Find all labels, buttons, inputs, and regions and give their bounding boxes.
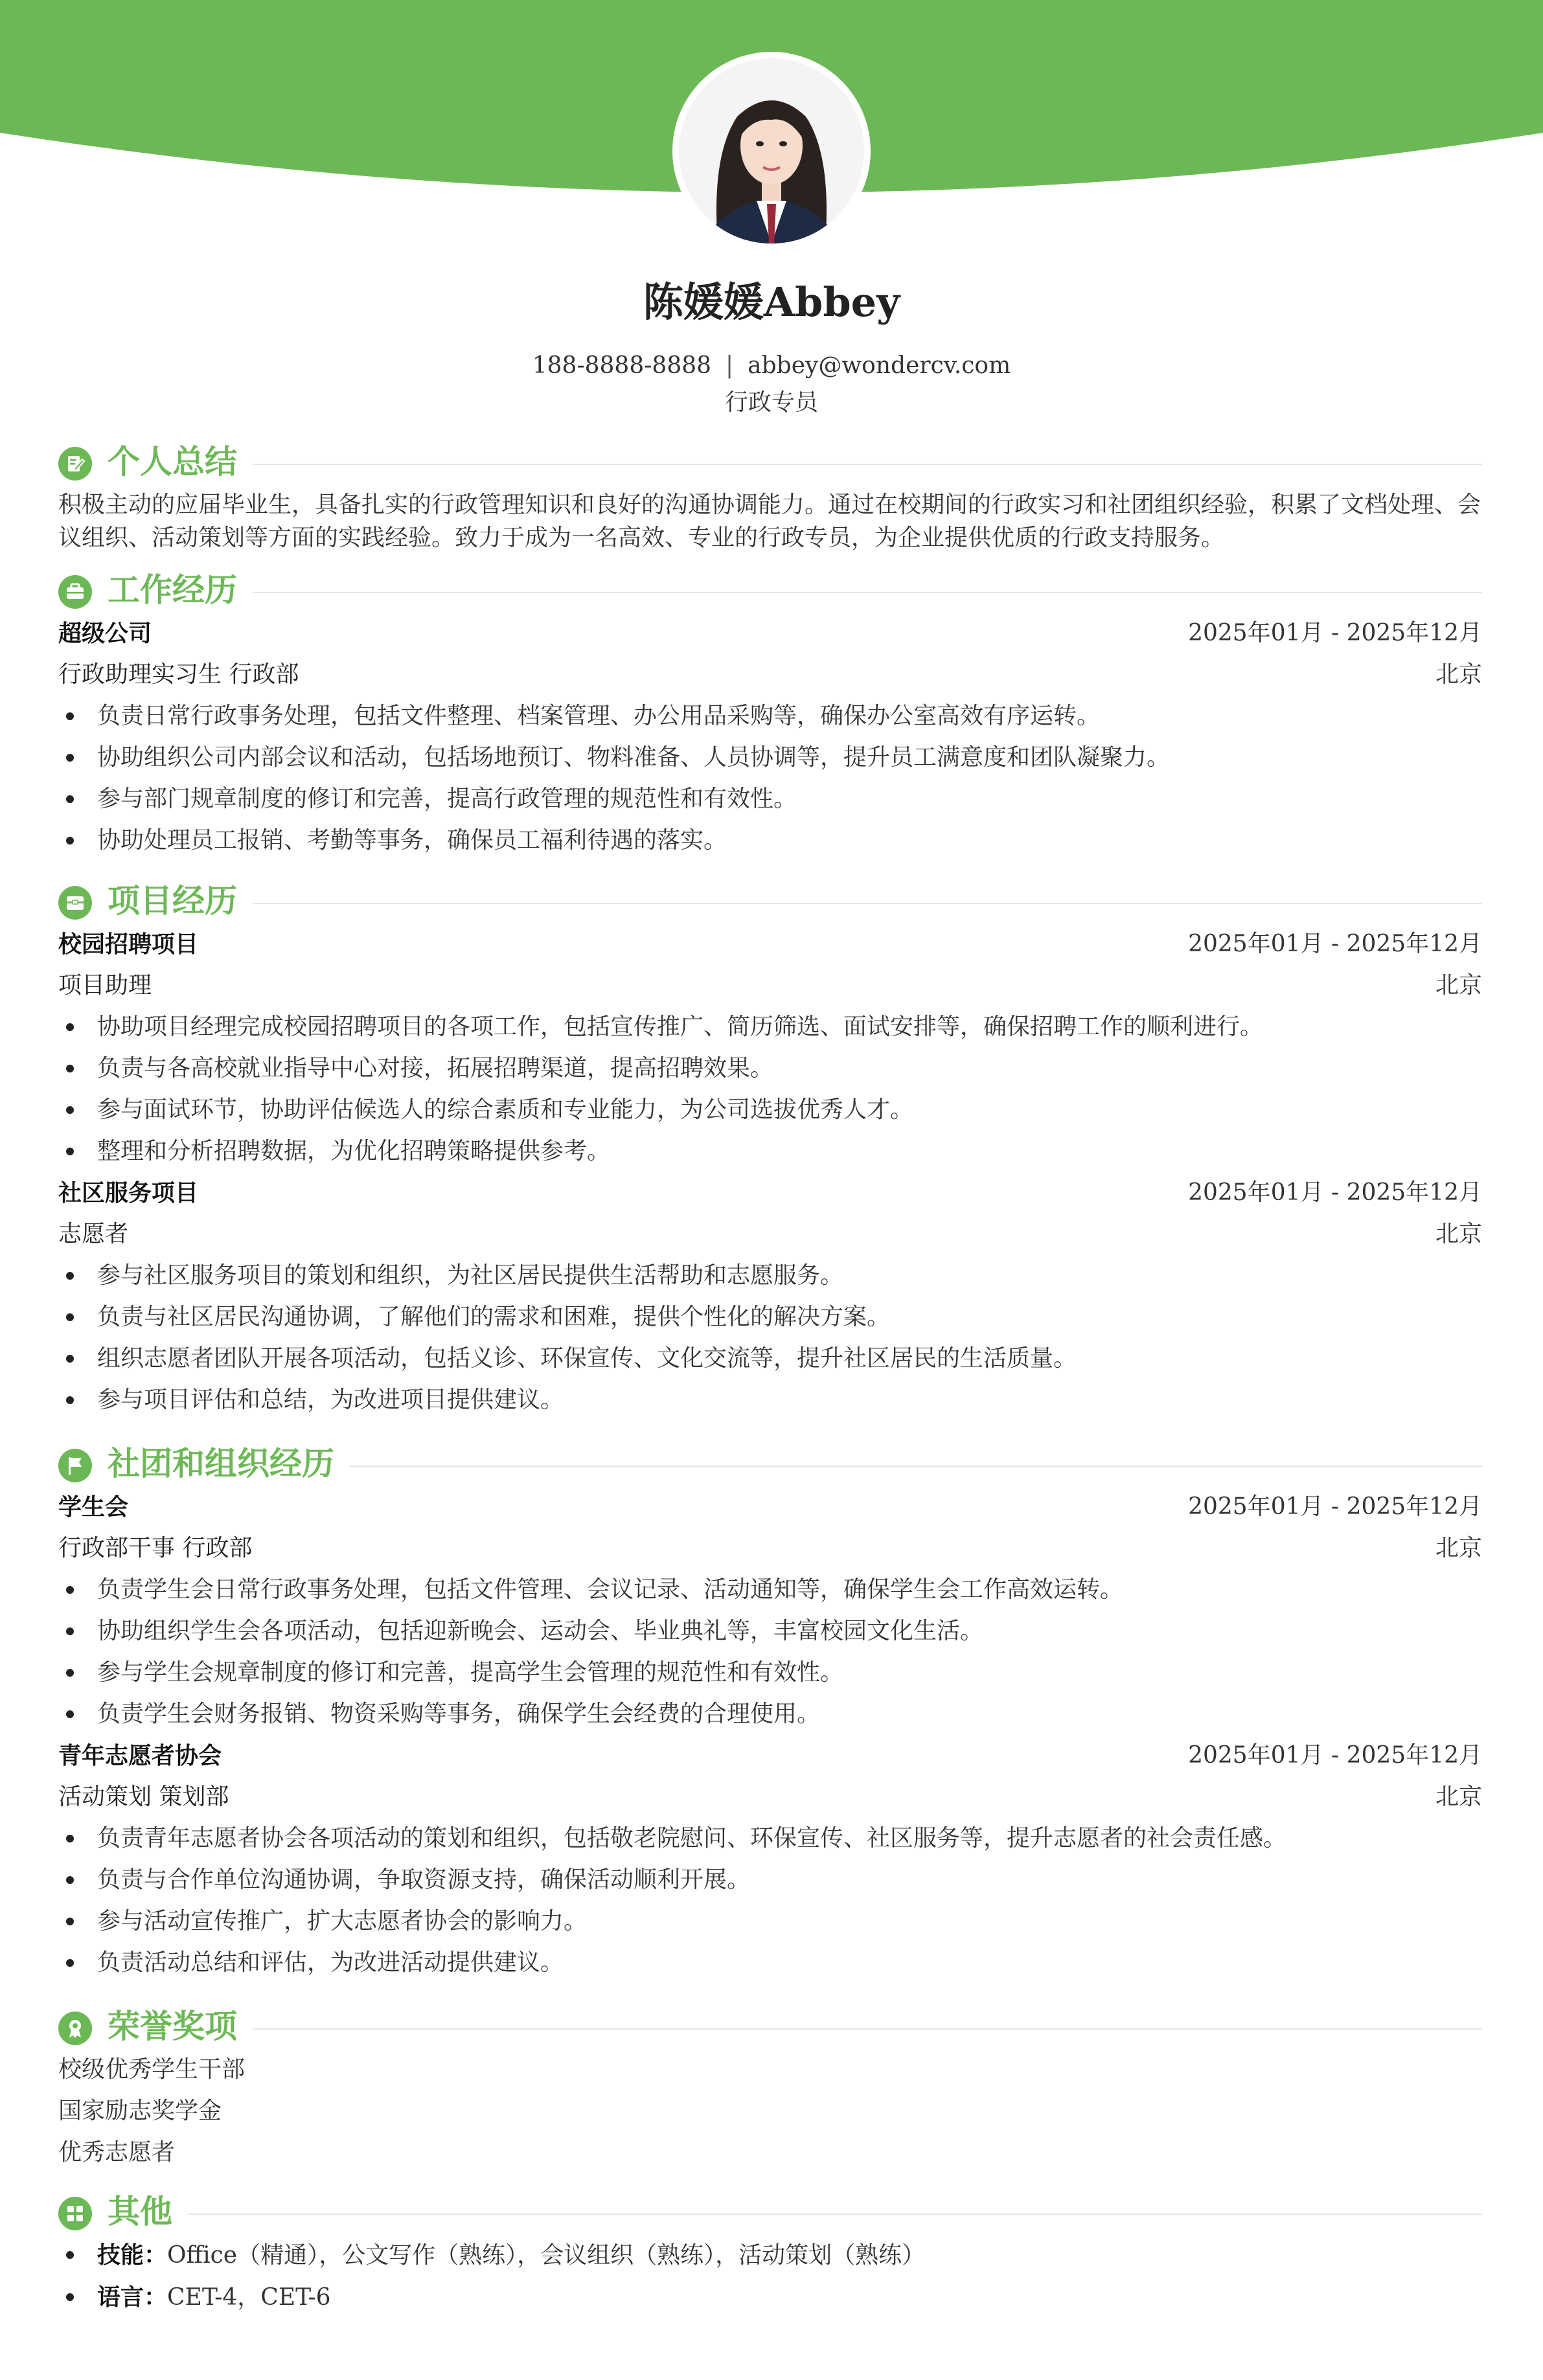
section-header (58, 567, 1482, 613)
entry-date: 2025年01月 - 2025年12月 (1188, 620, 1482, 646)
honor-item: 校级优秀学生干部 (58, 2056, 246, 2083)
project-entry (58, 1172, 1482, 1421)
entry-location: 北京 (1435, 1221, 1482, 1247)
candidate-name: 陈媛媛Abbey (643, 278, 900, 326)
bullet-item: 协助处理员工报销、考勤等事务，确保员工福利待遇的落实。 (58, 820, 1482, 861)
entry-date: 2025年01月 - 2025年12月 (1188, 1493, 1482, 1520)
bullet-item: 负责与社区居民沟通协调，了解他们的需求和困难，提供个性化的解决方案。 (58, 1297, 1482, 1338)
pencil-note-icon (58, 447, 92, 481)
entry-location: 北京 (1435, 972, 1482, 999)
club-entry (58, 1735, 1482, 1984)
entry-bullets (58, 1006, 1482, 1172)
section-title: 项目经历 (108, 878, 253, 924)
skills-label: 技能： (97, 2241, 168, 2269)
project-icon (58, 886, 92, 920)
entry-location: 北京 (1435, 1535, 1482, 1561)
entry-bullets (58, 696, 1482, 861)
club-entry (58, 1486, 1482, 1735)
bullet-item: 负责日常行政事务处理，包括文件整理、档案管理、办公用品采购等，确保办公室高效有序运转。 (58, 696, 1482, 737)
flag-icon (58, 1449, 92, 1482)
entry-role: 志愿者 (58, 1221, 129, 1247)
entry-subheader (58, 654, 1482, 696)
section-title: 社团和组织经历 (108, 1441, 350, 1486)
section-header (58, 2189, 1482, 2234)
entry-date: 2025年01月 - 2025年12月 (1188, 1742, 1482, 1769)
bullet-item: 负责与合作单位沟通协调，争取资源支持，确保活动顺利开展。 (58, 1859, 1482, 1901)
entry-location: 北京 (1435, 1784, 1482, 1810)
entry-bullets (58, 1818, 1482, 1984)
entry-date: 2025年01月 - 2025年12月 (1188, 931, 1482, 957)
entry-header (58, 1735, 1482, 1776)
project-entry (58, 924, 1482, 1172)
entry-organization: 社区服务项目 (58, 1179, 199, 1207)
bullet-item: 协助项目经理完成校园招聘项目的各项工作，包括宣传推广、简历筛选、面试安排等，确保招聘工作的顺利进行。 (58, 1006, 1482, 1048)
bullet-item: 协助组织公司内部会议和活动，包括场地预订、物料准备、人员协调等，提升员工满意度和团队凝聚力。 (58, 737, 1482, 778)
bullet-item: 参与学生会规章制度的修订和完善，提高学生会管理的规范性和有效性。 (58, 1652, 1482, 1694)
avatar (672, 52, 871, 250)
entry-location: 北京 (1435, 661, 1482, 688)
contact-separator: | (726, 352, 734, 379)
other-list (58, 2234, 1482, 2318)
section-divider (108, 592, 1482, 593)
language-value: CET-4，CET-6 (167, 2284, 331, 2311)
section-divider (108, 2028, 1482, 2030)
grid-icon (58, 2197, 92, 2230)
language-label: 语言： (97, 2284, 168, 2311)
clubs-section (58, 1441, 1482, 1984)
section-header (58, 878, 1482, 924)
bullet-item: 参与部门规章制度的修订和完善，提高行政管理的规范性和有效性。 (58, 778, 1482, 820)
section-header (58, 439, 1482, 484)
work-section (58, 567, 1482, 861)
entry-header (58, 613, 1482, 654)
section-header (58, 2004, 1482, 2049)
section-divider (108, 903, 1482, 904)
entry-role: 行政助理实习生 行政部 (58, 661, 299, 688)
entry-subheader (58, 1528, 1482, 1569)
language-item (58, 2276, 1482, 2318)
entry-subheader (58, 1776, 1482, 1818)
entry-organization: 超级公司 (58, 620, 152, 647)
entry-organization: 校园招聘项目 (58, 931, 199, 958)
entry-header (58, 1486, 1482, 1528)
entry-subheader (58, 965, 1482, 1006)
entry-header (58, 924, 1482, 965)
entry-bullets (58, 1255, 1482, 1421)
honor-item: 优秀志愿者 (58, 2139, 176, 2166)
entry-organization: 青年志愿者协会 (58, 1742, 222, 1769)
section-divider (108, 464, 1482, 465)
bullet-item: 组织志愿者团队开展各项活动，包括义诊、环保宣传、文化交流等，提升社区居民的生活质量。 (58, 1338, 1482, 1379)
section-title: 其他 (108, 2189, 188, 2234)
entry-header (58, 1172, 1482, 1214)
bullet-item: 整理和分析招聘数据，为优化招聘策略提供参考。 (58, 1131, 1482, 1172)
section-divider (108, 2214, 1482, 2215)
honors-section (58, 2004, 1482, 2173)
skills-value: Office（精通），公文写作（熟练），会议组织（熟练），活动策划（熟练） (167, 2242, 926, 2269)
other-section (58, 2189, 1482, 2318)
summary-section (58, 439, 1482, 554)
entry-bullets (58, 1569, 1482, 1735)
entry-date: 2025年01月 - 2025年12月 (1188, 1179, 1482, 1206)
summary-text: 积极主动的应届毕业生，具备扎实的行政管理知识和良好的沟通协调能力。通过在校期间的行政实习和社团组织经验，积累了文档处理、会议组织、活动策划等方面的实践经验。致力于成为一名高效、专业的行政专员，为企业提供优质的行政支持服务。 (58, 492, 1481, 551)
entry-subheader (58, 1214, 1482, 1255)
bullet-item: 参与活动宣传推广，扩大志愿者协会的影响力。 (58, 1901, 1482, 1942)
bullet-item: 负责学生会财务报销、物资采购等事务，确保学生会经费的合理使用。 (58, 1694, 1482, 1735)
email[interactable]: abbey@wondercv.com (748, 352, 1011, 379)
phone: 188-8888-8888 (532, 352, 712, 379)
briefcase-icon (58, 575, 92, 609)
work-entry (58, 613, 1482, 861)
section-title: 个人总结 (108, 439, 253, 484)
bullet-item: 参与面试环节，协助评估候选人的综合素质和专业能力，为公司选拔优秀人才。 (58, 1089, 1482, 1131)
projects-section (58, 878, 1482, 1421)
job-title: 行政专员 (724, 389, 818, 416)
entry-organization: 学生会 (58, 1493, 129, 1521)
section-title: 荣誉奖项 (108, 2004, 253, 2049)
bullet-item: 参与社区服务项目的策划和组织，为社区居民提供生活帮助和志愿服务。 (58, 1255, 1482, 1297)
skills-item (58, 2234, 1482, 2276)
bullet-item: 负责学生会日常行政事务处理，包括文件管理、会议记录、活动通知等，确保学生会工作高效运转。 (58, 1569, 1482, 1611)
contact-line (0, 350, 1543, 382)
bullet-item: 负责青年志愿者协会各项活动的策划和组织，包括敬老院慰问、环保宣传、社区服务等，提升志愿者的社会责任感。 (58, 1818, 1482, 1859)
entry-role: 项目助理 (58, 972, 152, 999)
section-header (58, 1441, 1482, 1486)
award-icon (58, 2012, 92, 2045)
section-title: 工作经历 (108, 567, 253, 613)
bullet-item: 负责活动总结和评估，为改进活动提供建议。 (58, 1942, 1482, 1984)
entry-role: 行政部干事 行政部 (58, 1535, 253, 1561)
bullet-item: 协助组织学生会各项活动，包括迎新晚会、运动会、毕业典礼等，丰富校园文化生活。 (58, 1611, 1482, 1652)
entry-role: 活动策划 策划部 (58, 1784, 229, 1810)
bullet-item: 负责与各高校就业指导中心对接，拓展招聘渠道，提高招聘效果。 (58, 1048, 1482, 1089)
honor-item: 国家励志奖学金 (58, 2098, 222, 2124)
bullet-item: 参与项目评估和总结，为改进项目提供建议。 (58, 1379, 1482, 1421)
